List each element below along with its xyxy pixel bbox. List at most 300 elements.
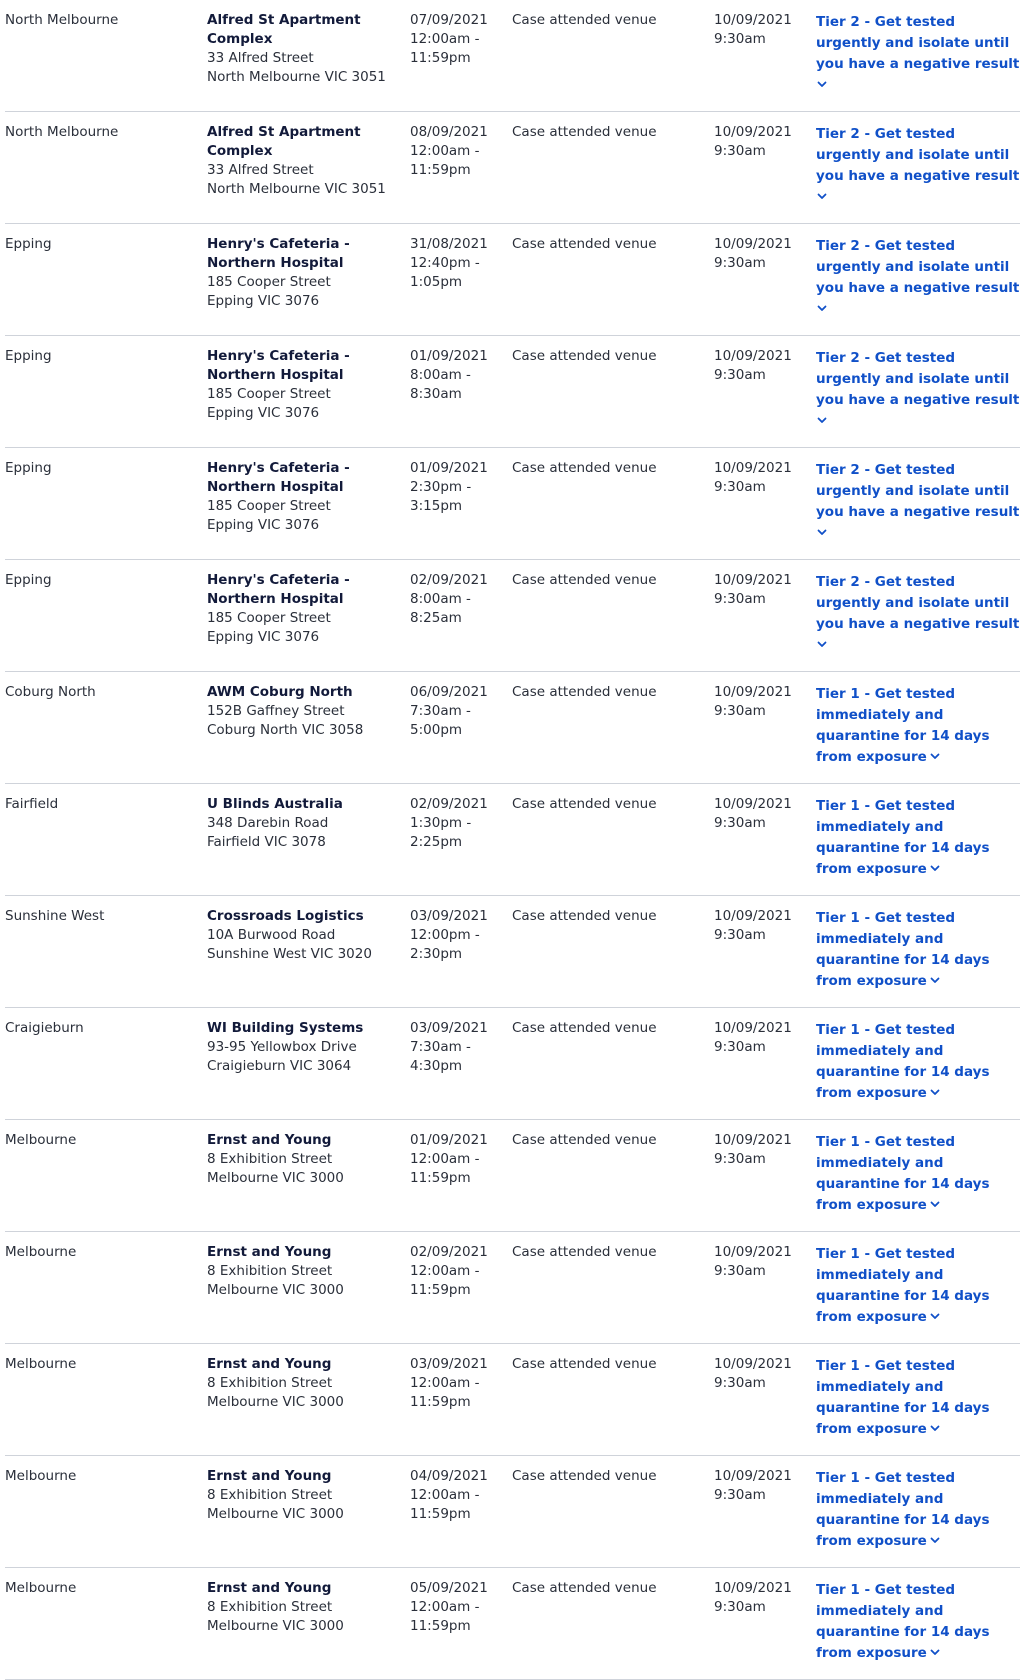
health-advice-text: from exposure: [816, 861, 927, 877]
venue-address-line: Coburg North VIC 3058: [207, 722, 364, 738]
venue-name: Complex: [207, 143, 273, 159]
venue-address-line: Fairfield VIC 3078: [207, 834, 326, 850]
health-advice-text: you have a negative result: [816, 392, 1020, 408]
health-advice-text: from exposure: [816, 749, 927, 765]
venue-address-line: 185 Cooper Street: [207, 274, 331, 290]
health-advice-line: [816, 1601, 1020, 1622]
exposure-time: 11:59pm: [410, 50, 471, 66]
notes-cell: Case attended venue: [512, 1244, 657, 1260]
venue-address-line: Melbourne VIC 3000: [207, 1282, 344, 1298]
added-time: 9:30am: [714, 815, 766, 831]
added-date: 10/09/2021: [714, 1468, 792, 1484]
health-advice-text: immediately and: [816, 1267, 944, 1283]
notes-cell: Case attended venue: [512, 1356, 657, 1372]
added-datetime-cell: [714, 235, 814, 273]
health-advice-toggle[interactable]: [816, 348, 1020, 432]
health-advice-line: [816, 1153, 1020, 1174]
exposure-time: 12:00am -: [410, 143, 480, 159]
health-advice-line: [816, 726, 1020, 747]
exposure-time: 11:59pm: [410, 162, 471, 178]
exposure-time: 8:00am -: [410, 367, 471, 383]
venue-address-line: 10A Burwood Road: [207, 927, 336, 943]
health-advice-line: [816, 1398, 1020, 1419]
health-advice-toggle[interactable]: [816, 572, 1020, 656]
health-advice-toggle[interactable]: [816, 236, 1020, 320]
health-advice-toggle[interactable]: [816, 124, 1020, 208]
venue-address-line: 8 Exhibition Street: [207, 1151, 333, 1167]
table-row: [0, 560, 1020, 672]
table-row: [0, 784, 1020, 896]
health-advice-line: [816, 1132, 1020, 1153]
exposure-time: 12:00am -: [410, 1599, 480, 1615]
health-advice-toggle[interactable]: [816, 1020, 1020, 1104]
health-advice-line: [816, 971, 1020, 992]
health-advice-toggle[interactable]: [816, 1580, 1020, 1664]
venue-name: Ernst and Young: [207, 1356, 332, 1372]
venue-name: Henry's Cafeteria -: [207, 460, 350, 476]
added-date: 10/09/2021: [714, 684, 792, 700]
health-advice-toggle[interactable]: [816, 796, 1020, 880]
venue-address-line: 8 Exhibition Street: [207, 1599, 333, 1615]
venue-address-line: 33 Alfred Street: [207, 50, 314, 66]
added-datetime-cell: [714, 1131, 814, 1169]
added-date: 10/09/2021: [714, 460, 792, 476]
notes-cell: Case attended venue: [512, 908, 657, 924]
chevron-down-icon[interactable]: [816, 302, 828, 314]
added-time: 9:30am: [714, 31, 766, 47]
exposure-time: 11:59pm: [410, 1282, 471, 1298]
notes-cell: Case attended venue: [512, 124, 657, 140]
exposure-time: 1:05pm: [410, 274, 463, 290]
health-advice-line: [816, 635, 1020, 656]
health-advice-text: quarantine for 14 days: [816, 1624, 990, 1640]
notes-cell: Case attended venue: [512, 236, 657, 252]
venue-cell: [207, 1131, 402, 1188]
health-advice-text: Tier 2 - Get tested: [816, 126, 956, 142]
added-date: 10/09/2021: [714, 908, 792, 924]
venue-address-line: 185 Cooper Street: [207, 610, 331, 626]
notes-cell: Case attended venue: [512, 572, 657, 588]
chevron-down-icon[interactable]: [929, 1310, 941, 1322]
table-row: [0, 224, 1020, 336]
table-row: [0, 336, 1020, 448]
exposure-time: 12:00am -: [410, 1375, 480, 1391]
suburb-cell: Melbourne: [5, 1580, 77, 1596]
health-advice-text: you have a negative result: [816, 504, 1020, 520]
health-advice-line: [816, 257, 1020, 278]
added-date: 10/09/2021: [714, 1132, 792, 1148]
table-row: [0, 672, 1020, 784]
table-row: [0, 1568, 1020, 1680]
exposure-datetime-cell: [410, 235, 510, 292]
venue-address-line: 8 Exhibition Street: [207, 1263, 333, 1279]
suburb-cell: Epping: [5, 572, 52, 588]
suburb-cell: Epping: [5, 236, 52, 252]
venue-cell: [207, 11, 402, 87]
health-advice-line: [816, 1468, 1020, 1489]
venue-name: Crossroads Logistics: [207, 908, 364, 924]
health-advice-line: [816, 75, 1020, 96]
health-advice-text: Tier 1 - Get tested: [816, 1358, 956, 1374]
venue-name: Henry's Cafeteria -: [207, 572, 350, 588]
added-time: 9:30am: [714, 1375, 766, 1391]
health-advice-text: from exposure: [816, 1197, 927, 1213]
health-advice-text: Tier 2 - Get tested: [816, 238, 956, 254]
health-advice-text: immediately and: [816, 1155, 944, 1171]
exposure-datetime-cell: [410, 1131, 510, 1188]
chevron-down-icon[interactable]: [816, 414, 828, 426]
health-advice-line: [816, 950, 1020, 971]
health-advice-line: [816, 1244, 1020, 1265]
venue-address-line: North Melbourne VIC 3051: [207, 181, 386, 197]
exposure-time: 3:15pm: [410, 498, 463, 514]
health-advice-toggle[interactable]: [816, 12, 1020, 96]
added-date: 10/09/2021: [714, 1244, 792, 1260]
venue-cell: [207, 459, 402, 535]
health-advice-text: urgently and isolate until: [816, 483, 1010, 499]
venue-address-line: Melbourne VIC 3000: [207, 1394, 344, 1410]
health-advice-line: [816, 187, 1020, 208]
exposure-date: 05/09/2021: [410, 1580, 488, 1596]
exposure-date: 02/09/2021: [410, 796, 488, 812]
table-row: [0, 896, 1020, 1008]
added-datetime-cell: [714, 1019, 814, 1057]
added-time: 9:30am: [714, 1487, 766, 1503]
added-time: 9:30am: [714, 927, 766, 943]
chevron-down-icon[interactable]: [816, 526, 828, 538]
added-datetime-cell: [714, 347, 814, 385]
table-row: [0, 112, 1020, 224]
venue-cell: [207, 1467, 402, 1524]
chevron-down-icon[interactable]: [929, 1422, 941, 1434]
venue-address-line: 348 Darebin Road: [207, 815, 329, 831]
health-advice-line: [816, 1419, 1020, 1440]
table-row: [0, 448, 1020, 560]
health-advice-text: from exposure: [816, 1421, 927, 1437]
added-date: 10/09/2021: [714, 236, 792, 252]
table-row: [0, 1008, 1020, 1120]
health-advice-text: immediately and: [816, 1043, 944, 1059]
added-time: 9:30am: [714, 479, 766, 495]
exposure-datetime-cell: [410, 795, 510, 852]
chevron-down-icon[interactable]: [816, 190, 828, 202]
added-time: 9:30am: [714, 255, 766, 271]
added-time: 9:30am: [714, 143, 766, 159]
health-advice-line: [816, 684, 1020, 705]
venue-address-line: 185 Cooper Street: [207, 498, 331, 514]
venue-name: Alfred St Apartment: [207, 12, 361, 28]
exposure-time: 12:00am -: [410, 1263, 480, 1279]
health-advice-text: Tier 1 - Get tested: [816, 1246, 956, 1262]
chevron-down-icon[interactable]: [929, 1534, 941, 1546]
suburb-cell: Melbourne: [5, 1468, 77, 1484]
health-advice-line: [816, 278, 1020, 299]
health-advice-text: you have a negative result: [816, 280, 1020, 296]
exposure-date: 06/09/2021: [410, 684, 488, 700]
exposure-datetime-cell: [410, 123, 510, 180]
exposure-datetime-cell: [410, 1243, 510, 1300]
exposure-time: 11:59pm: [410, 1618, 471, 1634]
added-date: 10/09/2021: [714, 796, 792, 812]
health-advice-line: [816, 614, 1020, 635]
venue-name: Ernst and Young: [207, 1580, 332, 1596]
chevron-down-icon[interactable]: [929, 1646, 941, 1658]
added-datetime-cell: [714, 571, 814, 609]
added-datetime-cell: [714, 795, 814, 833]
suburb-cell: Epping: [5, 460, 52, 476]
exposure-date: 08/09/2021: [410, 124, 488, 140]
health-advice-line: [816, 236, 1020, 257]
added-date: 10/09/2021: [714, 1020, 792, 1036]
venue-address-line: North Melbourne VIC 3051: [207, 69, 386, 85]
health-advice-line: [816, 572, 1020, 593]
suburb-cell: Craigieburn: [5, 1020, 84, 1036]
venue-name: Complex: [207, 31, 273, 47]
health-advice-text: Tier 1 - Get tested: [816, 1582, 956, 1598]
exposure-date: 03/09/2021: [410, 1356, 488, 1372]
exposure-date: 03/09/2021: [410, 1020, 488, 1036]
health-advice-line: [816, 1062, 1020, 1083]
health-advice-line: [816, 1265, 1020, 1286]
chevron-down-icon[interactable]: [929, 750, 941, 762]
exposure-time: 11:59pm: [410, 1170, 471, 1186]
exposure-time: 12:00am -: [410, 1151, 480, 1167]
venue-name: Northern Hospital: [207, 367, 344, 383]
exposure-time: 12:00pm -: [410, 927, 480, 943]
notes-cell: Case attended venue: [512, 796, 657, 812]
added-date: 10/09/2021: [714, 12, 792, 28]
venue-name: Henry's Cafeteria -: [207, 236, 350, 252]
exposure-datetime-cell: [410, 907, 510, 964]
health-advice-text: Tier 1 - Get tested: [816, 686, 956, 702]
venue-name: Ernst and Young: [207, 1468, 332, 1484]
added-time: 9:30am: [714, 1151, 766, 1167]
health-advice-text: quarantine for 14 days: [816, 952, 990, 968]
health-advice-text: quarantine for 14 days: [816, 1288, 990, 1304]
exposure-time: 8:30am: [410, 386, 462, 402]
exposure-datetime-cell: [410, 1579, 510, 1636]
suburb-cell: Sunshine West: [5, 908, 105, 924]
health-advice-toggle[interactable]: [816, 460, 1020, 544]
venue-address-line: Epping VIC 3076: [207, 517, 320, 533]
venue-name: Alfred St Apartment: [207, 124, 361, 140]
health-advice-text: quarantine for 14 days: [816, 1064, 990, 1080]
venue-address-line: Sunshine West VIC 3020: [207, 946, 372, 962]
exposure-time: 11:59pm: [410, 1394, 471, 1410]
exposure-date: 01/09/2021: [410, 460, 488, 476]
chevron-down-icon[interactable]: [816, 78, 828, 90]
health-advice-line: [816, 348, 1020, 369]
exposure-datetime-cell: [410, 1467, 510, 1524]
venue-address-line: 152B Gaffney Street: [207, 703, 345, 719]
added-datetime-cell: [714, 1467, 814, 1505]
notes-cell: Case attended venue: [512, 1132, 657, 1148]
health-advice-text: Tier 1 - Get tested: [816, 1470, 956, 1486]
added-datetime-cell: [714, 11, 814, 49]
health-advice-line: [816, 523, 1020, 544]
suburb-cell: Epping: [5, 348, 52, 364]
table-row: [0, 1456, 1020, 1568]
table-row: [0, 1120, 1020, 1232]
health-advice-text: from exposure: [816, 1309, 927, 1325]
exposure-date: 02/09/2021: [410, 1244, 488, 1260]
venue-address-line: 8 Exhibition Street: [207, 1487, 333, 1503]
health-advice-line: [816, 1041, 1020, 1062]
health-advice-line: [816, 1377, 1020, 1398]
venue-name: Northern Hospital: [207, 591, 344, 607]
table-row: [0, 0, 1020, 112]
health-advice-toggle[interactable]: [816, 1132, 1020, 1216]
added-date: 10/09/2021: [714, 348, 792, 364]
added-datetime-cell: [714, 1243, 814, 1281]
chevron-down-icon[interactable]: [929, 862, 941, 874]
notes-cell: Case attended venue: [512, 684, 657, 700]
venue-address-line: Melbourne VIC 3000: [207, 1506, 344, 1522]
health-advice-toggle[interactable]: [816, 1244, 1020, 1328]
venue-address-line: Craigieburn VIC 3064: [207, 1058, 352, 1074]
exposure-time: 1:30pm -: [410, 815, 472, 831]
health-advice-line: [816, 369, 1020, 390]
health-advice-text: immediately and: [816, 707, 944, 723]
exposure-datetime-cell: [410, 11, 510, 68]
venue-cell: [207, 1019, 402, 1076]
health-advice-line: [816, 481, 1020, 502]
exposure-datetime-cell: [410, 1355, 510, 1412]
venue-cell: [207, 907, 402, 964]
health-advice-text: immediately and: [816, 819, 944, 835]
notes-cell: Case attended venue: [512, 1580, 657, 1596]
health-advice-line: [816, 1580, 1020, 1601]
health-advice-line: [816, 460, 1020, 481]
health-advice-line: [816, 929, 1020, 950]
health-advice-line: [816, 145, 1020, 166]
added-time: 9:30am: [714, 1599, 766, 1615]
exposure-time: 4:30pm: [410, 1058, 463, 1074]
health-advice-line: [816, 502, 1020, 523]
exposure-time: 11:59pm: [410, 1506, 471, 1522]
notes-cell: Case attended venue: [512, 348, 657, 364]
added-time: 9:30am: [714, 591, 766, 607]
health-advice-line: [816, 54, 1020, 75]
venue-address-line: 93-95 Yellowbox Drive: [207, 1039, 357, 1055]
health-advice-text: Tier 1 - Get tested: [816, 1022, 956, 1038]
health-advice-line: [816, 1510, 1020, 1531]
exposure-time: 5:00pm: [410, 722, 463, 738]
health-advice-toggle[interactable]: [816, 908, 1020, 992]
suburb-cell: North Melbourne: [5, 124, 119, 140]
suburb-cell: Fairfield: [5, 796, 59, 812]
health-advice-text: quarantine for 14 days: [816, 728, 990, 744]
exposure-time: 2:30pm: [410, 946, 463, 962]
venue-address-line: Epping VIC 3076: [207, 629, 320, 645]
health-advice-line: [816, 411, 1020, 432]
venue-cell: [207, 795, 402, 852]
table-row: [0, 1344, 1020, 1456]
suburb-cell: Melbourne: [5, 1244, 77, 1260]
health-advice-line: [816, 1622, 1020, 1643]
notes-cell: Case attended venue: [512, 12, 657, 28]
added-date: 10/09/2021: [714, 1356, 792, 1372]
chevron-down-icon[interactable]: [929, 974, 941, 986]
exposure-date: 01/09/2021: [410, 348, 488, 364]
exposure-time: 12:40pm -: [410, 255, 480, 271]
notes-cell: Case attended venue: [512, 460, 657, 476]
health-advice-text: Tier 2 - Get tested: [816, 462, 956, 478]
health-advice-line: [816, 1083, 1020, 1104]
added-datetime-cell: [714, 907, 814, 945]
health-advice-toggle[interactable]: [816, 1356, 1020, 1440]
health-advice-line: [816, 1307, 1020, 1328]
table-row: [0, 1232, 1020, 1344]
suburb-cell: Coburg North: [5, 684, 96, 700]
exposure-time: 7:30am -: [410, 1039, 471, 1055]
health-advice-text: urgently and isolate until: [816, 35, 1010, 51]
exposure-time: 8:25am: [410, 610, 462, 626]
added-datetime-cell: [714, 123, 814, 161]
venue-name: WI Building Systems: [207, 1020, 364, 1036]
health-advice-text: from exposure: [816, 973, 927, 989]
venue-name: Ernst and Young: [207, 1132, 332, 1148]
added-time: 9:30am: [714, 1263, 766, 1279]
venue-address-line: 8 Exhibition Street: [207, 1375, 333, 1391]
chevron-down-icon[interactable]: [816, 638, 828, 650]
health-advice-text: immediately and: [816, 1603, 944, 1619]
suburb-cell: North Melbourne: [5, 12, 119, 28]
health-advice-line: [816, 1020, 1020, 1041]
exposure-datetime-cell: [410, 347, 510, 404]
health-advice-line: [816, 796, 1020, 817]
health-advice-text: from exposure: [816, 1085, 927, 1101]
chevron-down-icon[interactable]: [929, 1086, 941, 1098]
venue-name: Ernst and Young: [207, 1244, 332, 1260]
exposure-time: 7:30am -: [410, 703, 471, 719]
venue-address-line: Epping VIC 3076: [207, 405, 320, 421]
venue-cell: [207, 1243, 402, 1300]
health-advice-text: from exposure: [816, 1533, 927, 1549]
venue-cell: [207, 571, 402, 647]
exposure-date: 04/09/2021: [410, 1468, 488, 1484]
health-advice-line: [816, 390, 1020, 411]
health-advice-toggle[interactable]: [816, 1468, 1020, 1552]
suburb-cell: Melbourne: [5, 1132, 77, 1148]
venue-cell: [207, 1355, 402, 1412]
exposure-date: 07/09/2021: [410, 12, 488, 28]
health-advice-text: Tier 1 - Get tested: [816, 1134, 956, 1150]
health-advice-line: [816, 1643, 1020, 1664]
health-advice-text: immediately and: [816, 931, 944, 947]
exposure-time: 12:00am -: [410, 1487, 480, 1503]
health-advice-line: [816, 593, 1020, 614]
added-time: 9:30am: [714, 367, 766, 383]
added-date: 10/09/2021: [714, 572, 792, 588]
health-advice-text: Tier 2 - Get tested: [816, 14, 956, 30]
health-advice-line: [816, 124, 1020, 145]
chevron-down-icon[interactable]: [929, 1198, 941, 1210]
health-advice-text: you have a negative result: [816, 56, 1020, 72]
health-advice-text: urgently and isolate until: [816, 371, 1010, 387]
exposure-date: 01/09/2021: [410, 1132, 488, 1148]
added-datetime-cell: [714, 1579, 814, 1617]
added-time: 9:30am: [714, 1039, 766, 1055]
health-advice-line: [816, 299, 1020, 320]
exposure-time: 12:00am -: [410, 31, 480, 47]
health-advice-toggle[interactable]: [816, 684, 1020, 768]
health-advice-text: immediately and: [816, 1491, 944, 1507]
health-advice-text: quarantine for 14 days: [816, 1512, 990, 1528]
health-advice-line: [816, 1195, 1020, 1216]
venue-cell: [207, 1579, 402, 1636]
venue-name: Henry's Cafeteria -: [207, 348, 350, 364]
